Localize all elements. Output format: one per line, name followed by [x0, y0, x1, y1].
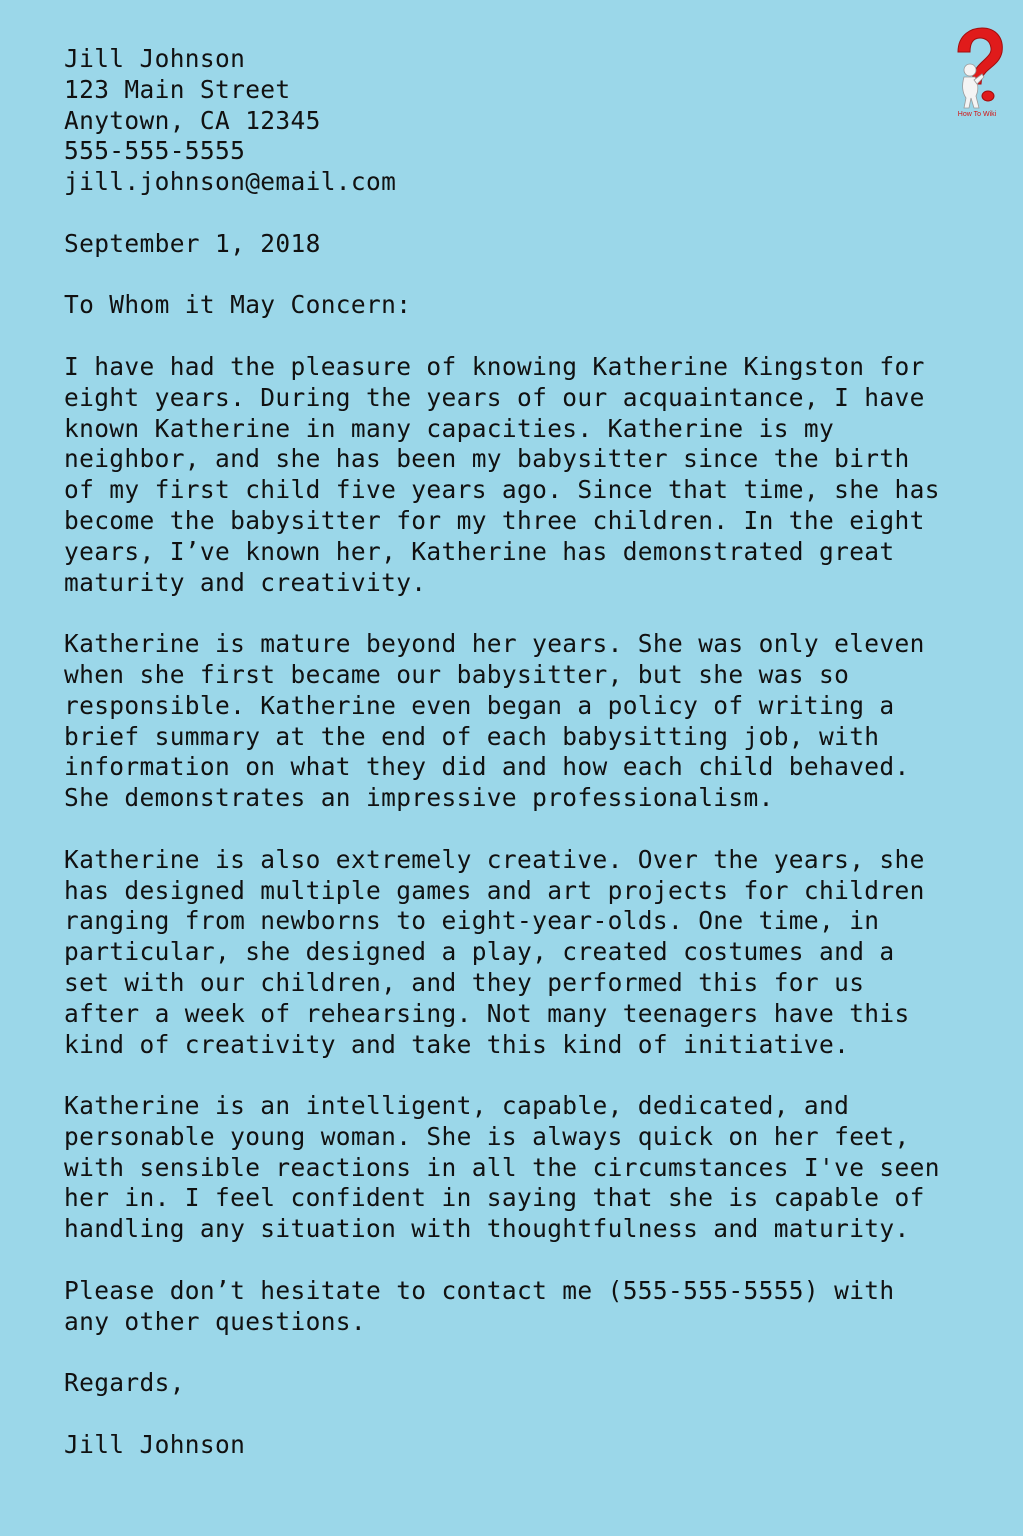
paragraph-line: with sensible reactions in all the circumstances I've seen — [64, 1152, 940, 1182]
paragraph-line: Please don’t hesitate to contact me (555-555-5555) with — [64, 1275, 895, 1305]
paragraph-line: after a week of rehearsing. Not many teenagers have this — [64, 998, 910, 1028]
paragraph-line: Katherine is also extremely creative. Over the years, she — [64, 844, 925, 874]
paragraph-line: become the babysitter for my three children. In the eight — [64, 505, 925, 535]
signature: Jill Johnson — [64, 1429, 246, 1459]
closing: Regards, — [64, 1368, 185, 1398]
paragraph-line: neighbor, and she has been my babysitter since the birth — [64, 444, 910, 474]
paragraph-line: particular, she designed a play, created costumes and a — [64, 937, 895, 967]
paragraph-2 — [64, 629, 964, 814]
paragraph-line: ranging from newborns to eight-year-olds. One time, in — [64, 906, 880, 936]
paragraph-1 — [64, 352, 964, 598]
paragraph-line: kind of creativity and take this kind of initiative. — [64, 1029, 850, 1059]
paragraph-line: of my first child five years ago. Since that time, she has — [64, 475, 940, 505]
paragraph-line: any other questions. — [64, 1306, 367, 1336]
letter-body — [64, 44, 964, 1461]
paragraph-5 — [64, 1276, 964, 1338]
paragraph-line: She demonstrates an impressive professionalism. — [64, 783, 774, 813]
paragraph-3 — [64, 845, 964, 1061]
paragraph-line: has designed multiple games and art projects for children — [64, 875, 925, 905]
sender-street: 123 Main Street — [64, 74, 291, 104]
paragraph-line: known Katherine in many capacities. Katherine is my — [64, 413, 835, 443]
salutation: To Whom it May Concern: — [64, 290, 412, 320]
paragraph-line: Katherine is mature beyond her years. She was only eleven — [64, 629, 925, 659]
sender-phone: 555-555-5555 — [64, 136, 246, 166]
paragraph-4 — [64, 1091, 964, 1245]
paragraph-line: her in. I feel confident in saying that she is capable of — [64, 1183, 925, 1213]
paragraph-line: personable young woman. She is always quick on her feet, — [64, 1121, 910, 1151]
sender-city: Anytown, CA 12345 — [64, 105, 321, 135]
paragraph-line: Katherine is an intelligent, capable, dedicated, and — [64, 1091, 850, 1121]
paragraph-line: information on what they did and how each child behaved. — [64, 752, 910, 782]
sender-block — [64, 44, 964, 198]
sender-email: jill.johnson@email.com — [64, 167, 397, 197]
paragraph-line: years, I’ve known her, Katherine has demonstrated great — [64, 536, 895, 566]
logo-caption: How To Wiki — [957, 111, 997, 118]
paragraph-line: handling any situation with thoughtfulness and maturity. — [64, 1214, 910, 1244]
paragraph-line: brief summary at the end of each babysitting job, with — [64, 721, 880, 751]
paragraph-line: I have had the pleasure of knowing Katherine Kingston for — [64, 351, 925, 381]
paragraph-line: eight years. During the years of our acquaintance, I have — [64, 382, 925, 412]
paragraph-line: maturity and creativity. — [64, 567, 427, 597]
paragraph-line: set with our children, and they performed this for us — [64, 967, 865, 997]
letter-date: September 1, 2018 — [64, 228, 321, 258]
paragraph-line: when she first became our babysitter, but she was so — [64, 659, 850, 689]
paragraph-line: responsible. Katherine even began a policy of writing a — [64, 690, 895, 720]
sender-name: Jill Johnson — [64, 44, 246, 73]
